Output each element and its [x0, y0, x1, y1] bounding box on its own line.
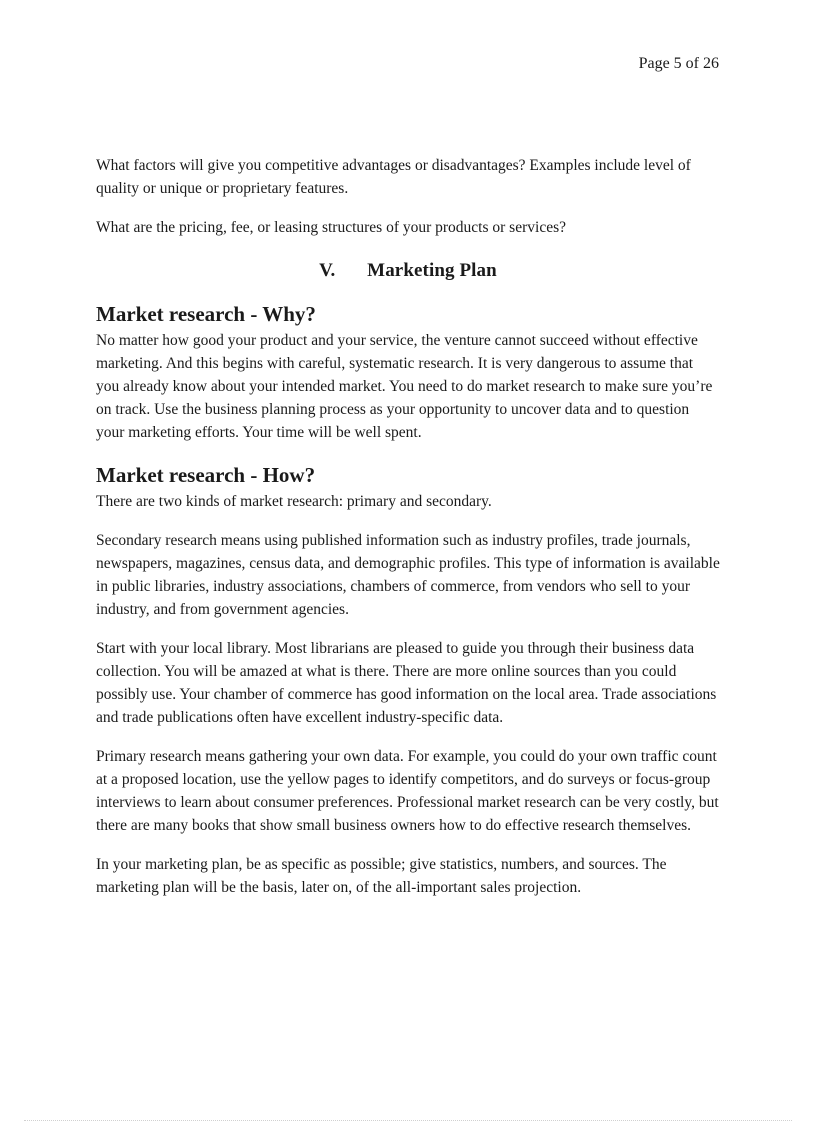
page-number: Page 5 of 26: [638, 55, 719, 72]
intro-paragraph-pricing: What are the pricing, fee, or leasing structures of your products or services?: [96, 219, 566, 236]
paragraph-local-library: Start with your local library. Most librarians are pleased to guide you through their business data collection. You will be amazed at what is there. There are more online sources than you could possibly use. Your chamber of commerce has good information on the local area. Trade associations and trade publications often have excellent industry-specific data.: [96, 640, 717, 726]
page-bottom-divider: [24, 1120, 792, 1121]
paragraph-primary-research: Primary research means gathering your own data. For example, you could do your own traffic count at a proposed location, use the yellow pages to identify competitors, and do surveys or focus-group interviews to learn about consumer preferences. Professional market research can be very costly, but there are many books that show small business owners how to do effective research themselves.: [96, 748, 719, 834]
section-number: V.: [319, 260, 336, 281]
heading-market-research-why: Market research - Why?: [96, 302, 316, 326]
paragraph-secondary-research: Secondary research means using published information such as industry profiles, trade journals, newspapers, magazines, census data, and demographic profiles. This type of information is available in public libraries, industry associations, chambers of commerce, from vendors who sell to your industry, and from government agencies.: [96, 532, 720, 618]
paragraph-why: No matter how good your product and your service, the venture cannot succeed without effective marketing. And this begins with careful, systematic research. It is very dangerous to assume that you already know about your intended market. You need to do market research to make sure you’re on track. Use the business planning process as your opportunity to uncover data and to question your marketing efforts. Your time will be well spent.: [96, 332, 713, 441]
page-content: [96, 154, 720, 899]
paragraph-how-kinds: There are two kinds of market research: primary and secondary.: [96, 493, 492, 510]
section-heading: [96, 259, 720, 283]
section-title: Marketing Plan: [367, 260, 497, 281]
intro-paragraph-competitive: What factors will give you competitive advantages or disadvantages? Examples include level of quality or unique or proprietary features.: [96, 157, 691, 197]
paragraph-marketing-plan: In your marketing plan, be as specific as possible; give statistics, numbers, and sources. The marketing plan will be the basis, later on, of the all-important sales projection.: [96, 856, 667, 896]
heading-market-research-how: Market research - How?: [96, 463, 316, 487]
